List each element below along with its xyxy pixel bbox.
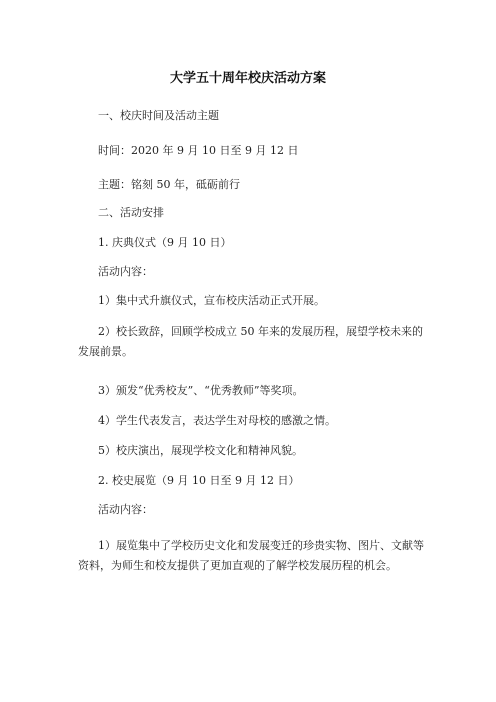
section-heading-time-theme: 一、校庆时间及活动主题 [98, 109, 219, 122]
event-time-line: 时间：2020 年 9 月 10 日至 9 月 12 日 [98, 144, 299, 157]
activity-1-item-1: 1）集中式升旗仪式，宣布校庆活动正式开展。 [98, 294, 325, 307]
activity-1-item-4: 4）学生代表发言，表达学生对母校的感激之情。 [98, 414, 336, 427]
section-heading-activities: 二、活动安排 [98, 206, 164, 219]
activity-1-item-5: 5）校庆演出，展现学校文化和精神风貌。 [98, 444, 303, 457]
activity-1-item-3: 3）颁发“优秀校友”、“优秀教师”等奖项。 [98, 384, 304, 397]
activity-1-heading: 1. 庆典仪式（9 月 10 日） [98, 236, 232, 249]
activity-1-content-label: 活动内容： [98, 265, 153, 278]
activity-2-heading: 2. 校史展览（9 月 10 日至 9 月 12 日） [98, 474, 300, 487]
activity-2-content-label: 活动内容： [98, 503, 153, 516]
activity-1-item-2: 2）校长致辞，回顾学校成立 50 年来的发展历程，展望学校未来的发展前景。 [78, 325, 423, 358]
event-theme-line: 主题：铭刻 50 年，砥砺前行 [98, 178, 240, 191]
document-title: 大学五十周年校庆活动方案 [169, 71, 326, 86]
activity-2-item-1: 1）展览集中了学校历史文化和发展变迁的珍贵实物、图片、文献等资料，为师生和校友提供了更加直观的了解学校发展历程的机会。 [78, 539, 424, 572]
